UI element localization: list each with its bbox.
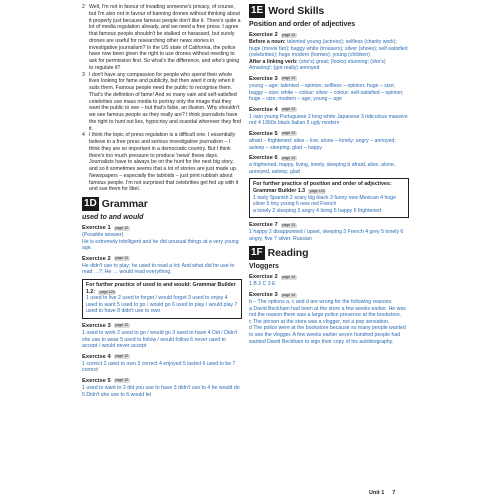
answer-text: afraid – frightened; alive – live; alone – lonely; angry – annoyed; asleep – sleeping; glad – happy — [249, 137, 396, 151]
section-subtitle: used to and would — [82, 214, 144, 221]
box-title: For further practice of used to and would: Grammar Builder 1.2: — [86, 281, 236, 295]
page-ref-badge: page 13 — [282, 107, 296, 112]
exercise-title: Exercise 1 — [82, 225, 111, 231]
exercise-2 — [249, 31, 409, 72]
exercise-title: Exercise 6 — [249, 155, 278, 162]
answer-item: a David Beckham had been at the store a few weeks earlier. He was not the reason there was a large police presence at the bookstore. — [249, 305, 406, 319]
grammar-builder-box — [249, 178, 409, 218]
right-column — [249, 4, 409, 348]
exercise-4 — [249, 106, 409, 127]
exercise-title: Exercise 7 — [249, 222, 278, 229]
exercise-title: Exercise 2 — [249, 32, 278, 38]
section-subtitle: Vloggers — [249, 263, 279, 271]
reading-paragraph — [82, 132, 242, 193]
box-title: For further practice of position and order of adjectives: Grammar Builder 1.3 — [253, 181, 392, 194]
exercise-title: Exercise 5 — [249, 130, 278, 137]
answer-text: 1 used to want to 2 did you use to have 3 didn't use to 4 he would do 5 Didn't she use to 6 would let — [82, 384, 240, 398]
paragraph-text: Well, I'm not in favour of invading someone's privacy, of course, but I'm also not in favour of banning drones without thinking about it properly just because famous people don't like it. There's quite a lot of media regulation already, and we need a free press. I agree that famous people shouldn't be stalked or harassed, but surely drones are useful for researching other news stories in investigative journalism? In the US state of California, the police have now been given the right to use drones without needing to ask for permission first. So what's the difference, and who's going to regulate it? — [89, 4, 241, 71]
page-number: 7 — [392, 490, 396, 496]
exercise-title: Exercise 4 — [82, 353, 111, 360]
section-header-1d — [82, 197, 242, 211]
answer-item: d The police were at the bookstore because so many people wanted to see the vlogger. A few weeks earlier seven hundred people had wanted David Beckham to sign their copy of his autobiography. — [249, 325, 406, 345]
paragraph-text: I think the topic of press regulation is a difficult one. I essentially believe in a free press and serious investigative journalism – I think they are so important in a democratic country. But I think there's too much pressure to produce 'news' these days. Journalists have to always be on the hunt for the next big story, and so it sometimes seems that a lot of stories are just made up. Newspapers – especially the tabloids – just print rubbish about famous people. I'm not surprised that celebrities get fed up with it and sue them for libel. — [89, 132, 239, 193]
section-header-1f — [249, 246, 409, 260]
answer-text: 1 correct 2 used to own 3 correct 4 enjoyed 5 lasted 6 used to be 7 correct — [82, 360, 236, 374]
page-ref-badge: page 13 — [282, 131, 296, 136]
page-ref-badge: page 125 — [99, 289, 115, 294]
exercise-title: Exercise 2 — [249, 274, 278, 281]
exercise-title: Exercise 3 — [82, 322, 111, 329]
section-title: Word Skills — [268, 5, 325, 17]
page-ref-badge: page 12 — [115, 378, 129, 383]
left-column — [82, 4, 242, 401]
exercise-title: Exercise 3 — [249, 292, 278, 299]
answer-text: a frightened, happy, living, lonely, sleeping b afraid, alive, alone, annoyed, asleep, glad — [249, 162, 396, 175]
paragraph-text: I don't have any compassion for people who spend their whole lives looking for fame and publicity, but then want it only when it suits them. Famous people need the public to recognise them. That's the definition of fame! And so many vain and self-satisfied celebrities use mass media to portray only the image that they want the public to see – but that's false, an illusion. Why shouldn't we see famous people as they really are? I think journalists have the right to hunt out lies, hypocrisy and scandal wherever they find it. — [89, 71, 241, 132]
exercise-title: Exercise 4 — [249, 106, 278, 113]
page-ref-badge: page 125 — [309, 188, 325, 193]
reading-paragraph — [82, 72, 242, 133]
section-code: 1F — [251, 247, 263, 259]
answer-text: a lonely 2 sleeping 3 angry 4 living 5 happy 6 frightened — [253, 207, 382, 214]
exercise-7 — [249, 221, 409, 242]
answer-item: c The person at the store was a vlogger, not a pop sensation. — [249, 318, 390, 325]
section-title: Grammar — [101, 198, 148, 210]
answer-text: 1 B 2 C 3 E — [249, 281, 276, 288]
section-header-1e — [249, 4, 409, 18]
answer-text: He didn't use to play; he used to read a lot; And what did he use to read …?; He … would read everything. — [82, 262, 235, 276]
answer-text: 1 used to live 2 used to forget / would forget 3 used to enjoy 4 used to want 5 used to go / would go 6 used to play / would play 7 used to have 8 didn't use to own — [86, 295, 238, 315]
answer-text: young – age; talented – opinion; selfless – opinion; huge – size; baggy – size; white – colour; silver – colour; self-satisfied – opinion; huge – size; modern – age; young – age — [249, 82, 404, 103]
page-footer — [369, 490, 395, 496]
section-title: Reading — [267, 247, 309, 260]
section-code: 1D — [84, 198, 97, 209]
answer-text: 1 happy 2 disappointed / upset, sleeping 3 French 4 grey 5 lonely 6 angry, five 7 silver, Russian — [249, 229, 404, 242]
page-ref-badge: page 13 — [282, 32, 296, 37]
exercise-2 — [249, 273, 409, 288]
exercise-title: Exercise 5 — [82, 377, 111, 384]
exercise-3 — [249, 291, 409, 345]
paragraph-number: 2 — [82, 4, 85, 10]
answer-text: Before a noun: talented young (actress); selfless (charity work); huge (movie fan); baggy white (trousers); silver (shoes); self-satisfied (celebrities); huge modern (homes); young (children) — [249, 39, 408, 59]
page-ref-badge: page 13 — [282, 155, 296, 160]
answer-text: He is extremely intelligent and he did unusual things at a very young age. — [82, 238, 239, 252]
exercise-title: Exercise 2 — [82, 255, 111, 262]
reading-paragraph — [82, 4, 242, 72]
exercise-4 — [82, 353, 242, 374]
exercise-1 — [82, 224, 242, 252]
exercise-title: Exercise 3 — [249, 75, 278, 82]
exercise-2 — [82, 255, 242, 276]
page-ref-badge: page 12 — [115, 354, 129, 359]
paragraph-number: 3 — [82, 71, 85, 78]
paragraph-number: 4 — [82, 132, 85, 139]
answer-text: After a linking verb: (she's) great; (looks) stunning; (she's) Amazing!; (got really) annoyed — [249, 58, 386, 72]
exercise-3 — [249, 75, 409, 103]
page-ref-badge: page 13 — [282, 76, 296, 81]
unit-label: Unit 1 — [369, 490, 385, 496]
page-ref-badge: page 14 — [282, 274, 296, 279]
exercise-3 — [82, 322, 242, 350]
exercise-6 — [249, 154, 409, 175]
exercise-5 — [82, 377, 242, 398]
page-ref-badge: page 12 — [115, 225, 129, 230]
section-code: 1E — [251, 5, 264, 16]
answer-text: 1 tasty Spanish 2 scary big black 3 funny new Mexican 4 huge silver 5 tiny young 6 new red French — [253, 194, 397, 208]
answer-text: (Possible answer) — [82, 232, 124, 238]
answer-text: b – The options a, c and d are wrong for the following reasons: — [249, 299, 393, 306]
exercise-5 — [249, 130, 409, 151]
section-subtitle: Position and order of adjectives — [249, 21, 356, 28]
page-ref-badge: page 13 — [282, 222, 296, 227]
grammar-builder-box — [82, 279, 242, 319]
page-ref-badge: page 14 — [282, 292, 296, 297]
page-ref-badge: page 12 — [115, 256, 129, 261]
answer-text: 1 vain young Portuguese 2 long white Japanese 3 ridiculous massive red 4 1960s black Italian 5 ugly modern — [249, 113, 408, 127]
answer-text: 1 used to work 2 used to go / would go 3 used to have 4 Did / Didn't she use to wear 5 used to follow / would follow 6 never used to accept / would never accept — [82, 329, 238, 350]
page-ref-badge: page 12 — [115, 323, 129, 328]
